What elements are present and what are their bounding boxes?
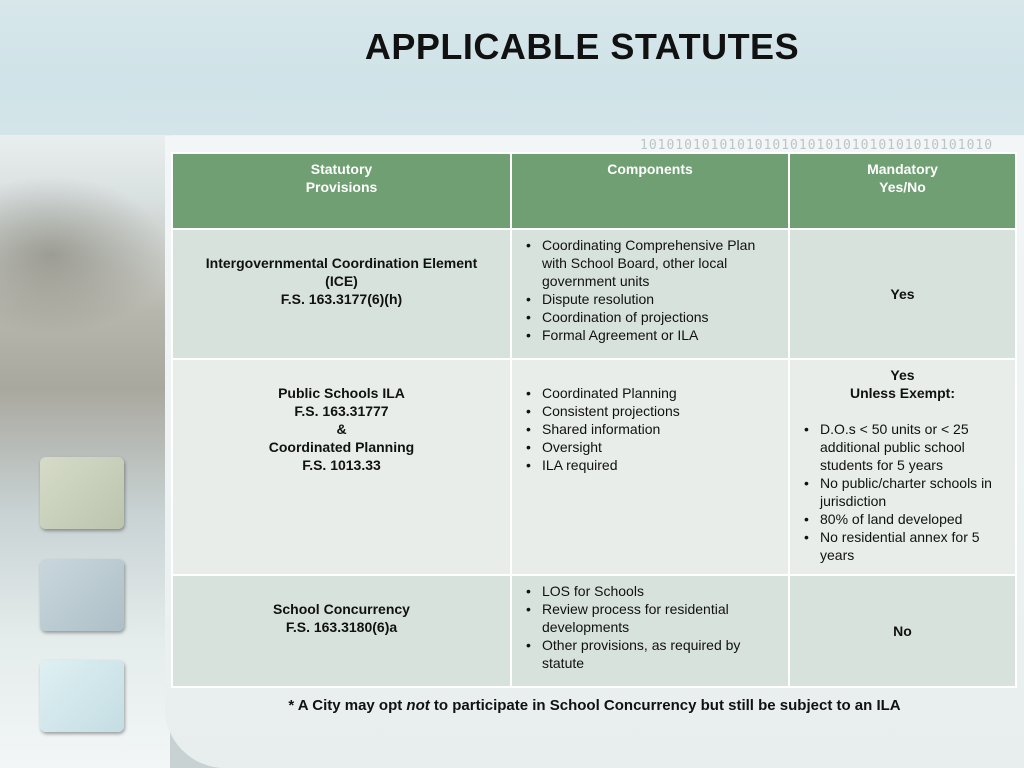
list-item: • Shared information xyxy=(520,420,780,438)
list-item: • Consistent projections xyxy=(520,402,780,420)
header-provisions-line1: Statutory xyxy=(310,161,373,177)
mandatory-cell xyxy=(789,359,1016,575)
list-item: • Coordinated Planning xyxy=(520,384,780,402)
decor-swatch-light xyxy=(40,660,124,732)
table-header-row xyxy=(172,153,1016,229)
exemptions-list xyxy=(798,420,1007,564)
header-mandatory-line1: Mandatory xyxy=(867,161,938,177)
list-item: • ILA required xyxy=(520,456,780,474)
mandatory-value: Yes xyxy=(890,286,915,302)
header-provisions-line2: Provisions xyxy=(305,179,378,195)
binary-pattern-decor: 1010101010101010101010101010101010101010 xyxy=(640,138,994,152)
provision-line: F.S. 163.31777 xyxy=(294,403,389,419)
table-row xyxy=(172,229,1016,359)
provision-line: School Concurrency xyxy=(273,601,410,617)
list-item: • D.O.s < 50 units or < 25 additional public school students for 5 years xyxy=(798,420,1007,474)
provision-line: Public Schools ILA xyxy=(278,385,405,401)
components-cell xyxy=(511,359,789,575)
components-list xyxy=(520,384,780,474)
footnote-before: * A City may opt xyxy=(288,697,407,714)
list-item: • No public/charter schools in jurisdiction xyxy=(798,474,1007,510)
list-item: • Review process for residential developments xyxy=(520,600,780,636)
components-list xyxy=(520,582,780,672)
list-item: • Formal Agreement or ILA xyxy=(520,326,780,344)
list-item: • Other provisions, as required by statute xyxy=(520,636,780,672)
mandatory-qualifier: Unless Exempt: xyxy=(849,385,956,401)
provision-cell xyxy=(172,575,511,687)
components-cell xyxy=(511,229,789,359)
list-item: • 80% of land developed xyxy=(798,510,1007,528)
table-row xyxy=(172,359,1016,575)
title-bar xyxy=(0,0,1024,138)
provision-line: & xyxy=(336,421,347,437)
list-item: • LOS for Schools xyxy=(520,582,780,600)
list-item: • Coordination of projections xyxy=(520,308,780,326)
footnote xyxy=(165,697,1024,714)
provision-line: Intergovernmental Coordination Element xyxy=(205,255,478,271)
header-mandatory xyxy=(789,153,1016,229)
header-components: Components xyxy=(511,153,789,229)
page-title: APPLICABLE STATUTES xyxy=(364,26,800,67)
header-mandatory-line2: Yes/No xyxy=(879,179,926,195)
mandatory-cell xyxy=(789,575,1016,687)
provision-line: Coordinated Planning xyxy=(268,439,415,455)
provision-line: F.S. 163.3180(6)a xyxy=(285,619,398,635)
table-row xyxy=(172,575,1016,687)
provision-cell xyxy=(172,359,511,575)
decor-swatch-blue xyxy=(40,559,124,631)
mandatory-cell xyxy=(789,229,1016,359)
provision-cell xyxy=(172,229,511,359)
list-item: • Coordinating Comprehensive Plan with School Board, other local government units xyxy=(520,236,780,290)
mandatory-value: No xyxy=(893,623,912,639)
footnote-emphasis: not xyxy=(406,697,430,714)
list-item: • Oversight xyxy=(520,438,780,456)
mandatory-value: Yes xyxy=(890,367,915,383)
list-item: • Dispute resolution xyxy=(520,290,780,308)
list-item: • No residential annex for 5 years xyxy=(798,528,1007,564)
provision-line: F.S. 1013.33 xyxy=(302,457,381,473)
provision-line: F.S. 163.3177(6)(h) xyxy=(280,291,403,307)
components-cell xyxy=(511,575,789,687)
components-list xyxy=(520,236,780,344)
decor-swatch-green xyxy=(40,457,124,529)
provision-line: (ICE) xyxy=(325,273,358,289)
footnote-after: to participate in School Concurrency but still be subject to an ILA xyxy=(429,697,901,714)
statutes-table xyxy=(171,152,1017,688)
header-provisions xyxy=(172,153,511,229)
